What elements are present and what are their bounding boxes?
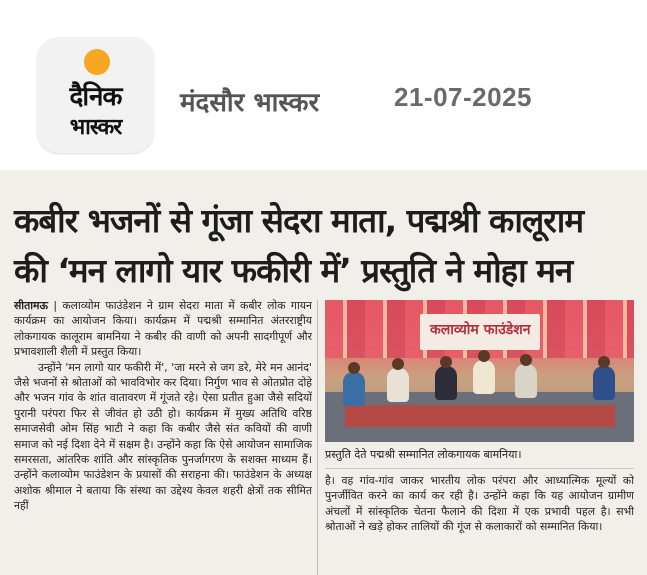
- paragraph-3: है। वह गांव-गांव जाकर भारतीय लोक परंपरा और आध्यात्मिक मूल्यों को पुनर्जीवित करने का कार्य कर रही है। उन्होंने कहा कि यह आयोजन ग्रामीण अंचलों में सांस्कृतिक चेतना फैलाने की दिशा में एक प्रभावी पहल है। सभी श्रोताओं ने खड़े होकर तालियों की गूंज से कलाकारों को सम्मानित किया।: [325, 474, 634, 534]
- performer-figure: [593, 366, 615, 400]
- edition-name: मंदसौर भास्कर: [180, 88, 320, 118]
- logo-line2: भास्कर: [69, 115, 122, 140]
- performer-head: [440, 356, 452, 368]
- performer-figure: [435, 366, 457, 400]
- article-column-left: सीतामऊ | कलाव्योम फाउंडेशन ने ग्राम सेदरा माता में कबीर लोक गायन कार्यक्रम का आयोजन किया। कार्यक्रम में पद्मश्री सम्मानित अंतरराष्ट्रीय लोकगायक कालूराम बामनिया ने कबीर की वाणी को अपनी सादगीपूर्ण और प्रभावशाली शैली में प्रस्तुत किया। उन्होंने 'मन लागो यार फकीरी में', 'जा मरने से जग डरे, मेरे मन आनंद' जैसे भजनों से श्रोताओं को भावविभोर कर दिया। निर्गुण भाव से ओतप्रोत दोहे और भजन गांव के शांत वातावरण में गूंजते रहे। ऐसा प्रतीत हुआ जैसे सदियों पुरानी परंपरा फिर से जीवंत हो उठी हो। कार्यक्रम में मुख्य अतिथि वरिष्ठ समाजसेवी ओम सिंह भाटी ने कहा कि कबीर जैसे संत कवियों की वाणी समाज को नई दिशा देने में सक्षम है। उन्होंने कहा कि ऐसे आयोजन सामाजिक समरसता, आंतरिक शांति और सांस्कृतिक पुनर्जागरण के सशक्त माध्यम हैं। उन्होंने कलाव्योम फाउंडेशन के प्रयासों की सराहना की। फाउंडेशन के अध्यक्ष अशोक श्रीमाल ने बताया कि संस्था का उद्देश्य केवल शहरी क्षेत्रों तक सीमित नहीं: [14, 299, 312, 513]
- performer-head: [392, 358, 404, 370]
- stage-rug: [345, 405, 615, 427]
- logo-line1: दैनिक: [69, 82, 122, 112]
- publication-date: 21-07-2025: [394, 82, 532, 112]
- headline-line1: कबीर भजनों से गूंजा सेदरा माता, पद्मश्री कालूराम: [14, 201, 584, 240]
- dateline: सीतामऊ: [14, 299, 48, 312]
- paragraph-2: उन्होंने 'मन लागो यार फकीरी में', 'जा मरने से जग डरे, मेरे मन आनंद' जैसे भजनों से श्रोताओं को भावविभोर कर दिया। निर्गुण भाव से ओतप्रोत दोहे और भजन गांव के शांत वातावरण में गूंजते रहे। ऐसा प्रतीत हुआ जैसे सदियों पुरानी परंपरा फिर से जीवंत हो उठी हो। कार्यक्रम में मुख्य अतिथि वरिष्ठ समाजसेवी ओम सिंह भाटी ने कहा कि कबीर जैसे संत कवियों की वाणी समाज को नई दिशा देने में सक्षम है। उन्होंने कहा कि ऐसे आयोजन सामाजिक समरसता, आंतरिक शांति और सांस्कृतिक पुनर्जागरण के सशक्त माध्यम हैं। उन्होंने कलाव्योम फाउंडेशन के प्रयासों की सराहना की। फाउंडेशन के अध्यक्ष अशोक श्रीमाल ने बताया कि संस्था का उद्देश्य केवल शहरी क्षेत्रों तक सीमित नहीं: [14, 360, 312, 513]
- headline-line2: की ‘मन लागो यार फकीरी में’ प्रस्तुति ने मोहा मन: [14, 251, 573, 290]
- dainik-bhaskar-logo: [37, 37, 154, 153]
- paragraph-1: कलाव्योम फाउंडेशन ने ग्राम सेदरा माता में कबीर लोक गायन कार्यक्रम का आयोजन किया। कार्यक्रम में पद्मश्री सम्मानित अंतरराष्ट्रीय लोकगायक कालूराम बामनिया ने कबीर की वाणी को अपनी सादगीपूर्ण और प्रभावशाली शैली में प्रस्तुत किया।: [14, 299, 312, 359]
- headline: [14, 196, 634, 296]
- caption-rule: [325, 468, 634, 469]
- sun-icon: [84, 49, 110, 75]
- performer-head: [598, 356, 610, 368]
- performer-head: [478, 350, 490, 362]
- photo-caption: प्रस्तुति देते पद्मश्री सम्मानित लोकगायक बामनिया।: [325, 448, 522, 461]
- performer-figure: [387, 368, 409, 402]
- column-divider: [317, 300, 318, 575]
- article-column-right: [325, 473, 634, 575]
- header: [0, 0, 647, 165]
- performer-head: [520, 354, 532, 366]
- performer-figure: [343, 372, 365, 406]
- performer-head: [348, 362, 360, 374]
- foundation-banner: [420, 314, 540, 350]
- event-photo: [325, 300, 634, 442]
- banner-text: कलाव्योम फाउंडेशन: [430, 322, 531, 338]
- performer-figure: [473, 360, 495, 394]
- performer-figure: [515, 364, 537, 398]
